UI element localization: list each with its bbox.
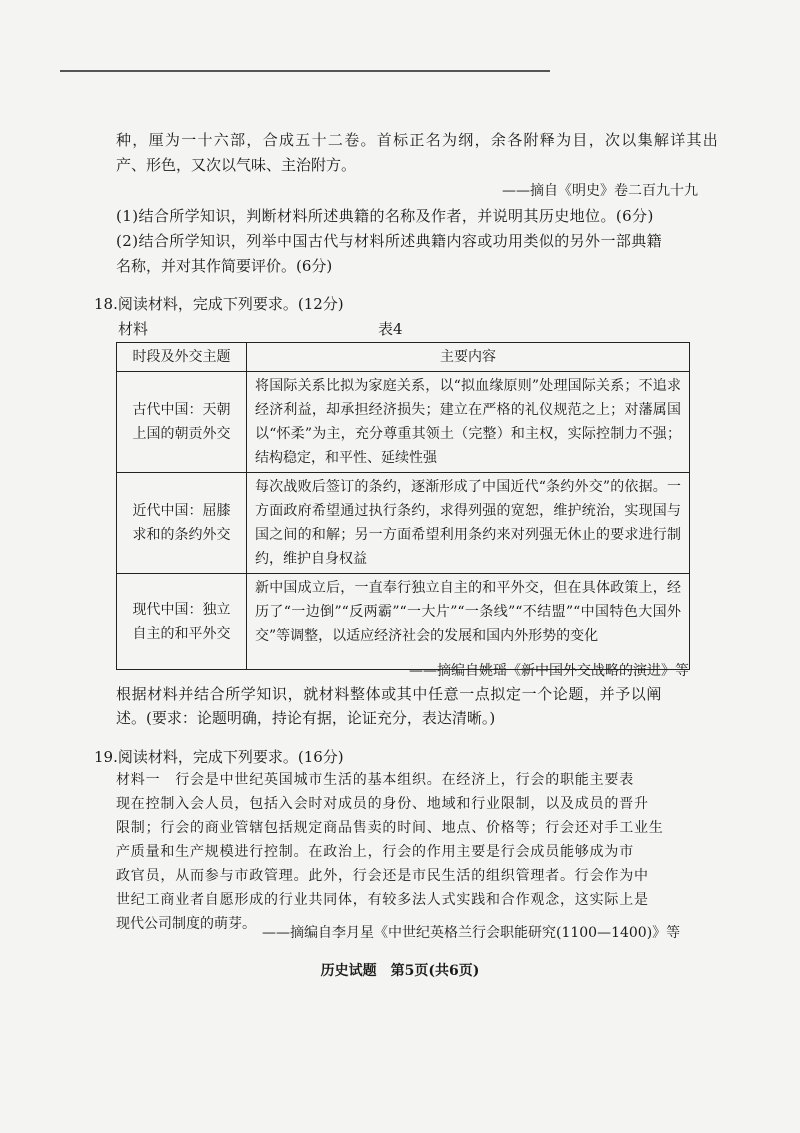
q19-material-line-1: 材料一 行会是中世纪英国城市生活的基本组织。在经济上，行会的职能主要表	[116, 772, 634, 788]
q17-source: ——摘自《明史》卷二百九十九	[502, 183, 698, 199]
row-topic: 现代中国：独立自主的和平外交	[117, 574, 247, 670]
q17-material-line-2: 产、形色，又次以气味、主治附方。	[116, 156, 357, 174]
q19-material-line-2: 现在控制入会人员，包括入会时对成员的身份、地域和行业限制，以及成员的晋升	[116, 796, 649, 812]
q18-table-caption: 表4	[378, 320, 403, 338]
q18-material-label: 材料	[118, 320, 149, 338]
q19-source: ——摘编自李月星《中世纪英格兰行会职能研究(1100—1400)》等	[262, 925, 681, 941]
header-period-topic: 时段及外交主题	[117, 343, 247, 372]
row-topic: 古代中国：天朝上国的朝贡外交	[117, 372, 247, 473]
q19-title: 19.阅读材料，完成下列要求。(16分)	[94, 748, 344, 766]
table-row	[117, 372, 690, 473]
q19-material-line-4: 产质量和生产规模进行控制。在政治上，行会的作用主要是行会成员能够成为市	[116, 844, 634, 860]
q18-source: ——摘编自姚瑶《新中国外交战略的演进》等	[409, 663, 689, 679]
q19-material-line-3: 限制；行会的商业管辖包括规定商品售卖的时间、地点、价格等；行会还对手工业生	[116, 820, 664, 836]
q18-requirement-line-2: 述。(要求：论题明确，持论有据，论证充分，表达清晰。)	[116, 709, 496, 727]
q17-question-2-cont: 名称，并对其作简要评价。(6分)	[116, 257, 333, 275]
q19-material-line-6: 世纪工商业者自愿形成的行业共同体，有较多法人式实践和合作观念，这实际上是	[116, 892, 649, 908]
table-row	[117, 473, 690, 574]
row-content: 新中国成立后，一直奉行独立自主的和平外交，但在具体政策上，经历了“一边倒”“反两霸”“一大片”“一条线”“不结盟”“中国特色大国外交”等调整，以适应经济社会的发展和国内外形势的变化	[247, 574, 690, 670]
q18-requirement-line-1: 根据材料并结合所学知识，就材料整体或其中任意一点拟定一个论题，并予以阐	[116, 685, 663, 703]
row-content: 每次战败后签订的条约，逐渐形成了中国近代“条约外交”的依据。一方面政府希望通过执行条约，求得列强的宽恕，维护统治，实现国与国之间的和解；另一方面希望利用条约来对列强无休止的要求进行制约，维护自身权益	[247, 473, 690, 574]
table-header-row	[117, 343, 690, 372]
q17-material-line-1: 种，厘为一十六部，合成五十二卷。首标正名为纲，余各附释为目，次以集解详其出	[116, 131, 720, 149]
page-footer: 历史试题 第5页(共6页)	[320, 963, 480, 979]
table-4	[116, 342, 690, 670]
table-row	[117, 574, 690, 670]
q17-question-2: (2)结合所学知识，列举中国古代与材料所述典籍内容或功用类似的另外一部典籍	[116, 232, 663, 250]
row-content: 将国际关系比拟为家庭关系，以“拟血缘原则”处理国际关系；不追求经济利益，却承担经济损失；建立在严格的礼仪规范之上；对藩属国以“怀柔”为主，充分尊重其领土（完整）和主权，实际控制力不强；结构稳定，和平性、延续性强	[247, 372, 690, 473]
q19-material-line-7: 现代公司制度的萌芽。	[116, 916, 256, 932]
q18-title: 18.阅读材料，完成下列要求。(12分)	[94, 295, 344, 313]
q17-question-1: (1)结合所学知识，判断材料所述典籍的名称及作者，并说明其历史地位。(6分)	[116, 207, 654, 225]
q19-material-line-5: 政官员，从而参与市政管理。此外，行会还是市民生活的组织管理者。行会作为中	[116, 868, 649, 884]
row-topic: 近代中国：屈膝求和的条约外交	[117, 473, 247, 574]
header-main-content: 主要内容	[247, 343, 690, 372]
